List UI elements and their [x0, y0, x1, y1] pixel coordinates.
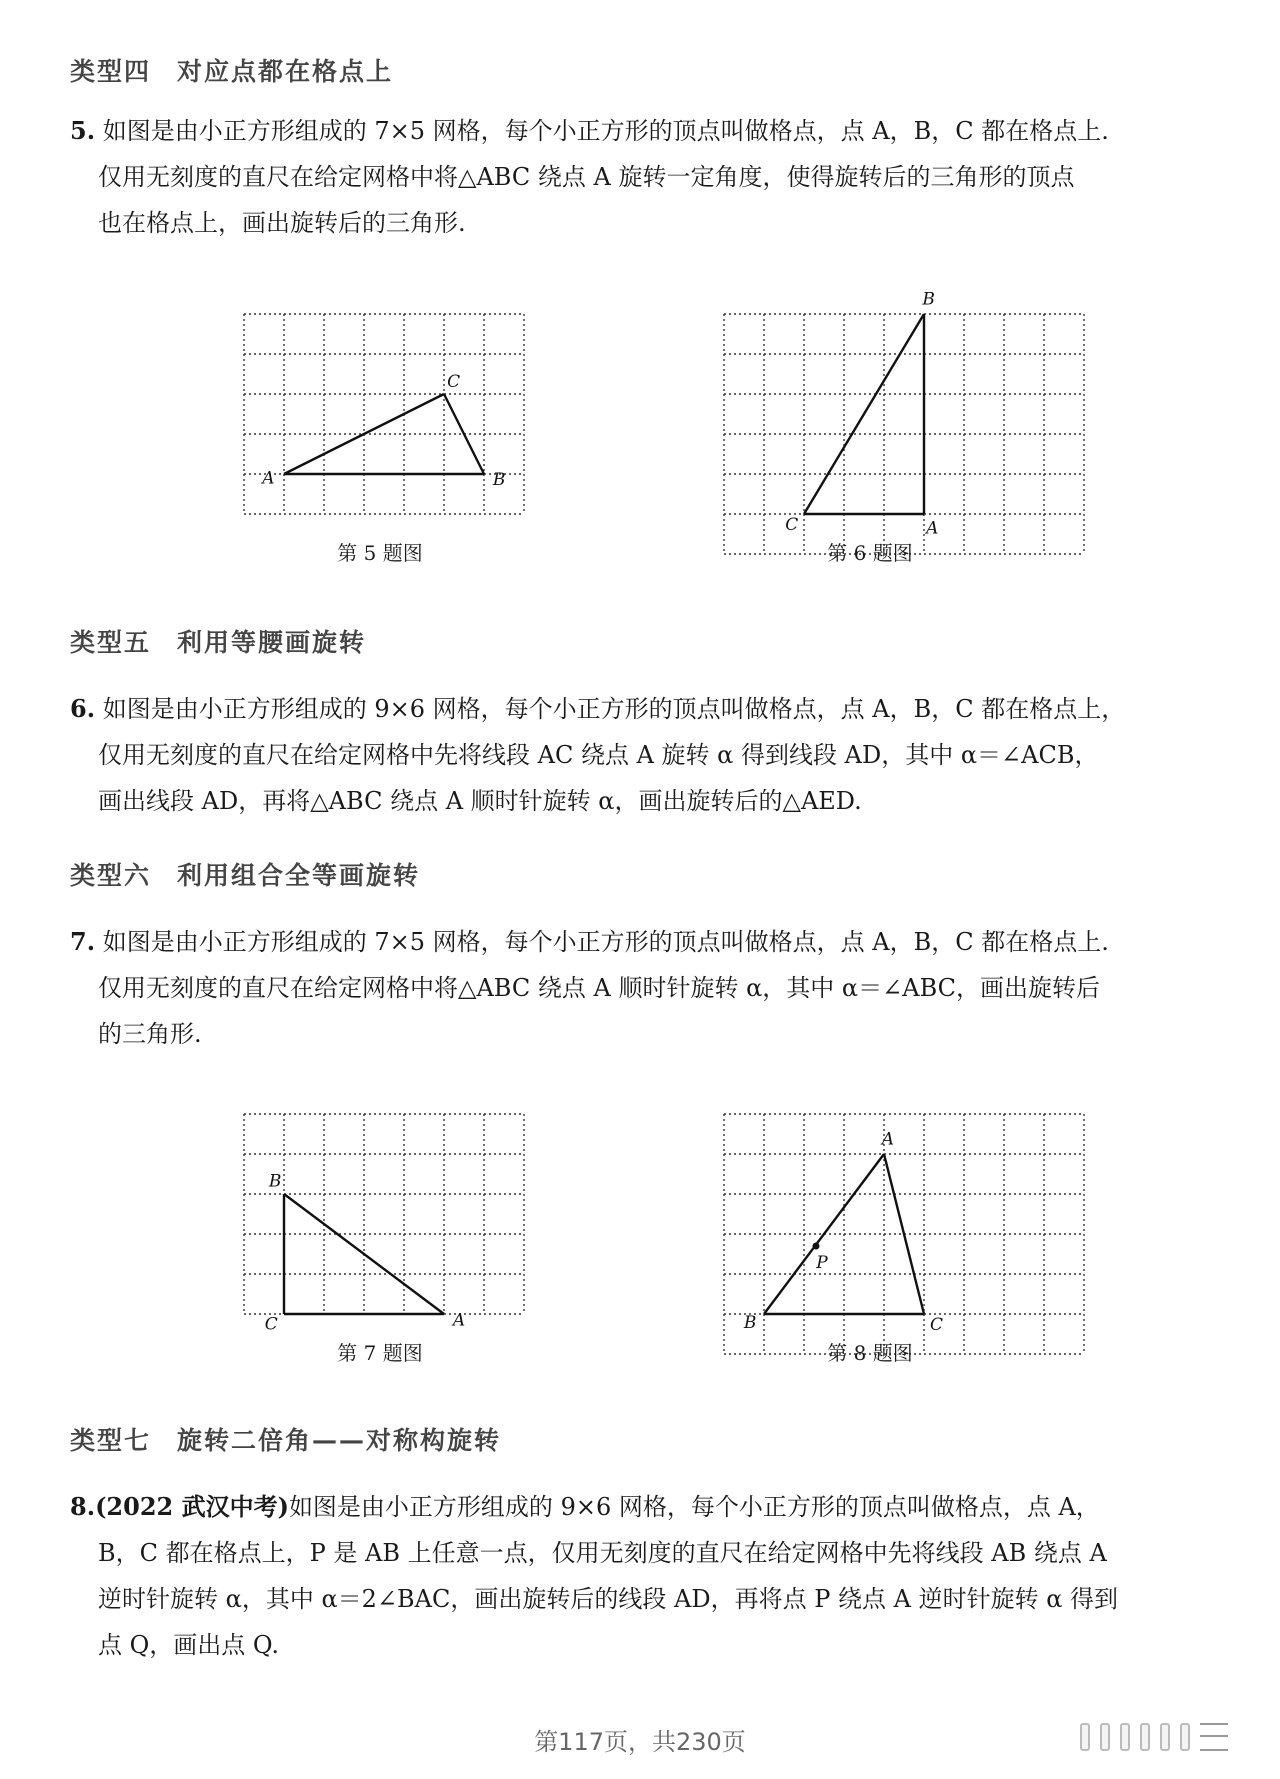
- segment-BC: [804, 314, 924, 514]
- grid-svg: [710, 289, 1098, 568]
- problem-5: 5. 如图是由小正方形组成的 7×5 网格，每个小正方形的顶点叫做格点，点 A，B，C 都在格点上. 仅用无刻度的直尺在给定网格中将△ABC 绕点 A 旋转一定角度，使得旋转后的三角形的顶点 也在格点上，画出旋转后的三角形.: [70, 116, 1109, 237]
- point-label-A: A: [452, 1310, 466, 1331]
- figure-8-caption: 第 8 题图: [827, 1341, 913, 1365]
- point-label-C: C: [447, 372, 461, 393]
- figure-6-caption: 第 6 题图: [827, 541, 913, 565]
- problem-7: 7. 如图是由小正方形组成的 7×5 网格，每个小正方形的顶点叫做格点，点 A，B，C 都在格点上. 仅用无刻度的直尺在给定网格中将△ABC 绕点 A 顺时针旋转 α，其中 α＝∠ABC，画出旋转后 的三角形.: [70, 927, 1109, 1048]
- grid-svg: [230, 300, 538, 528]
- scroll-indicator[interactable]: [1080, 1723, 1090, 1751]
- point-label-P: P: [816, 1253, 828, 1273]
- point-label-A: A: [926, 518, 939, 539]
- figure-8-grid: [710, 1100, 1098, 1368]
- point-label-B: B: [922, 289, 935, 310]
- scroll-indicator[interactable]: [1100, 1723, 1110, 1751]
- point-label-A: A: [262, 468, 275, 489]
- point-label-B: B: [492, 470, 506, 491]
- scroll-indicator[interactable]: [1140, 1723, 1150, 1751]
- grid-svg: [230, 1100, 538, 1335]
- scroll-indicator[interactable]: [1160, 1723, 1170, 1751]
- figure-5-caption: 第 5 题图: [337, 541, 423, 565]
- section-title-5: 类型五 利用等腰画旋转: [70, 628, 367, 657]
- page-number-label: 第117页，共230页: [534, 1728, 746, 1756]
- menu-icon[interactable]: [1200, 1723, 1228, 1751]
- problem-8: 8.(2022 武汉中考)如图是由小正方形组成的 9×6 网格，每个小正方形的顶点叫做格点，点 A， B，C 都在格点上，P 是 AB 上任意一点，仅用无刻度的直尺在给定网格中先将线段 AB 绕点 A 逆时针旋转 α，其中 α＝2∠BAC，画出旋转后的线段 AD，再将点 P 绕点 A 逆时针旋转 α 得到 点 Q，画出点 Q.: [70, 1492, 1119, 1659]
- page-navigation-widget[interactable]: [1080, 1722, 1258, 1752]
- point-P-dot: [813, 1243, 820, 1250]
- section-title-7: 类型七 旋转二倍角——对称构旋转: [70, 1426, 502, 1455]
- section-title-6: 类型六 利用组合全等画旋转: [70, 861, 421, 890]
- section-title-4: 类型四 对应点都在格点上: [70, 57, 394, 86]
- scroll-indicator[interactable]: [1120, 1723, 1130, 1751]
- point-label-C: C: [264, 1314, 278, 1335]
- point-label-B: B: [268, 1171, 282, 1192]
- grid-svg: [710, 1100, 1098, 1368]
- point-label-C: C: [785, 515, 799, 536]
- point-label-C: C: [929, 1314, 944, 1335]
- problem-6: 6. 如图是由小正方形组成的 9×6 网格，每个小正方形的顶点叫做格点，点 A，B，C 都在格点上， 仅用无刻度的直尺在给定网格中先将线段 AC 绕点 A 旋转 α 得到线段 AD，其中 α＝∠ACB， 画出线段 AD，再将△ABC 绕点 A 顺时针旋转 α，画出旋转后的△AED.: [70, 694, 1126, 815]
- figure-6-grid: [710, 289, 1098, 568]
- figure-5-grid: [230, 300, 538, 528]
- figure-7-caption: 第 7 题图: [337, 1341, 423, 1365]
- point-label-A: A: [881, 1129, 895, 1150]
- scroll-indicator[interactable]: [1180, 1723, 1190, 1751]
- point-label-B: B: [743, 1312, 757, 1333]
- figure-7-grid: [230, 1100, 538, 1335]
